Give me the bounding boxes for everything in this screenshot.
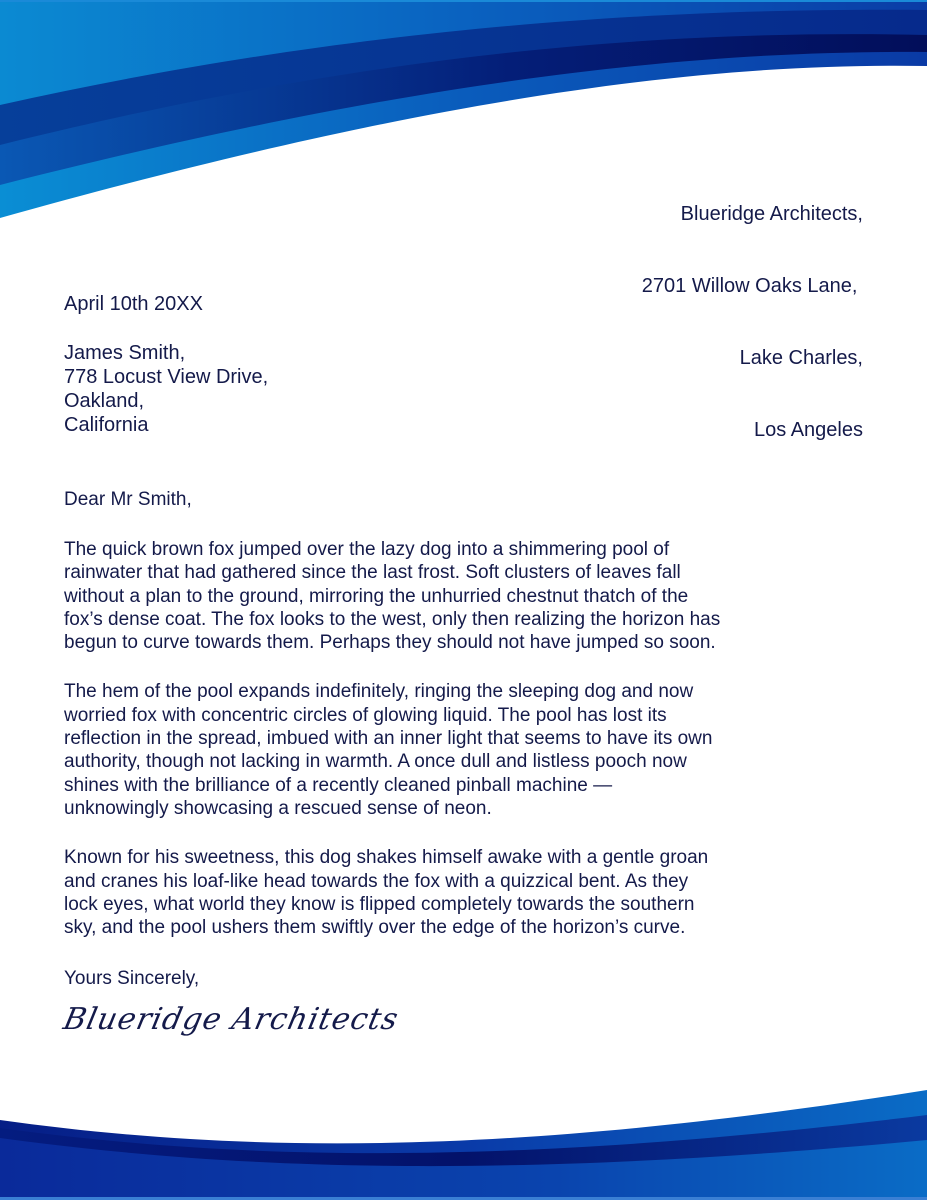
closing: Yours Sincerely,: [64, 968, 200, 989]
sender-line: 2701 Willow Oaks Lane,: [641, 275, 863, 297]
footer-wave-decoration: [0, 1060, 927, 1200]
sender-line: Los Angeles: [754, 419, 863, 441]
body-line: begun to curve towards them. Perhaps they should not have jumped so soon.: [64, 632, 716, 654]
body-line: unknowingly showcasing a rescued sense of neon.: [64, 797, 492, 819]
sender-line: Lake Charles,: [739, 347, 863, 369]
letter-body: [64, 538, 834, 965]
recipient-address: [64, 341, 268, 437]
body-line: reflection in the spread, imbued with an inner light that seems to have its own: [64, 728, 713, 750]
body-paragraph: [64, 538, 834, 654]
body-paragraph: [64, 846, 834, 939]
body-line: shines with the brilliance of a recently cleaned pinball machine —: [64, 774, 613, 796]
body-line: and cranes his loaf-like head towards the fox with a quizzical bent. As they: [64, 870, 689, 892]
body-line: worried fox with concentric circles of glowing liquid. The pool has lost its: [64, 704, 667, 726]
body-line: fox’s dense coat. The fox looks to the west, only then realizing the horizon has: [64, 608, 721, 630]
sender-line: Blueridge Architects,: [680, 203, 863, 225]
body-line: The hem of the pool expands indefinitely, ringing the sleeping dog and now: [64, 681, 694, 703]
recipient-line: James Smith,: [64, 342, 186, 364]
sender-address: [642, 154, 863, 466]
signature: Blueridge Architects: [60, 1002, 402, 1037]
recipient-line: Oakland,: [64, 390, 145, 412]
body-line: The quick brown fox jumped over the lazy dog into a shimmering pool of: [64, 539, 670, 560]
body-line: authority, though not lacking in warmth. A once dull and listless pooch now: [64, 751, 687, 773]
letter-date: April 10th 20XX: [64, 293, 203, 315]
body-line: without a plan to the ground, mirroring the unhurried chestnut thatch of the: [64, 585, 689, 607]
recipient-line: California: [64, 414, 149, 436]
body-line: Known for his sweetness, this dog shakes himself awake with a gentle groan: [64, 847, 709, 869]
recipient-line: 778 Locust View Drive,: [64, 366, 269, 388]
body-line: rainwater that had gathered since the last frost. Soft clusters of leaves fall: [64, 562, 681, 584]
body-paragraph: [64, 680, 834, 820]
body-line: sky, and the pool ushers them swiftly over the edge of the horizon’s curve.: [64, 917, 686, 939]
body-line: lock eyes, what world they know is flipped completely towards the southern: [64, 893, 695, 915]
salutation: Dear Mr Smith,: [64, 489, 192, 510]
